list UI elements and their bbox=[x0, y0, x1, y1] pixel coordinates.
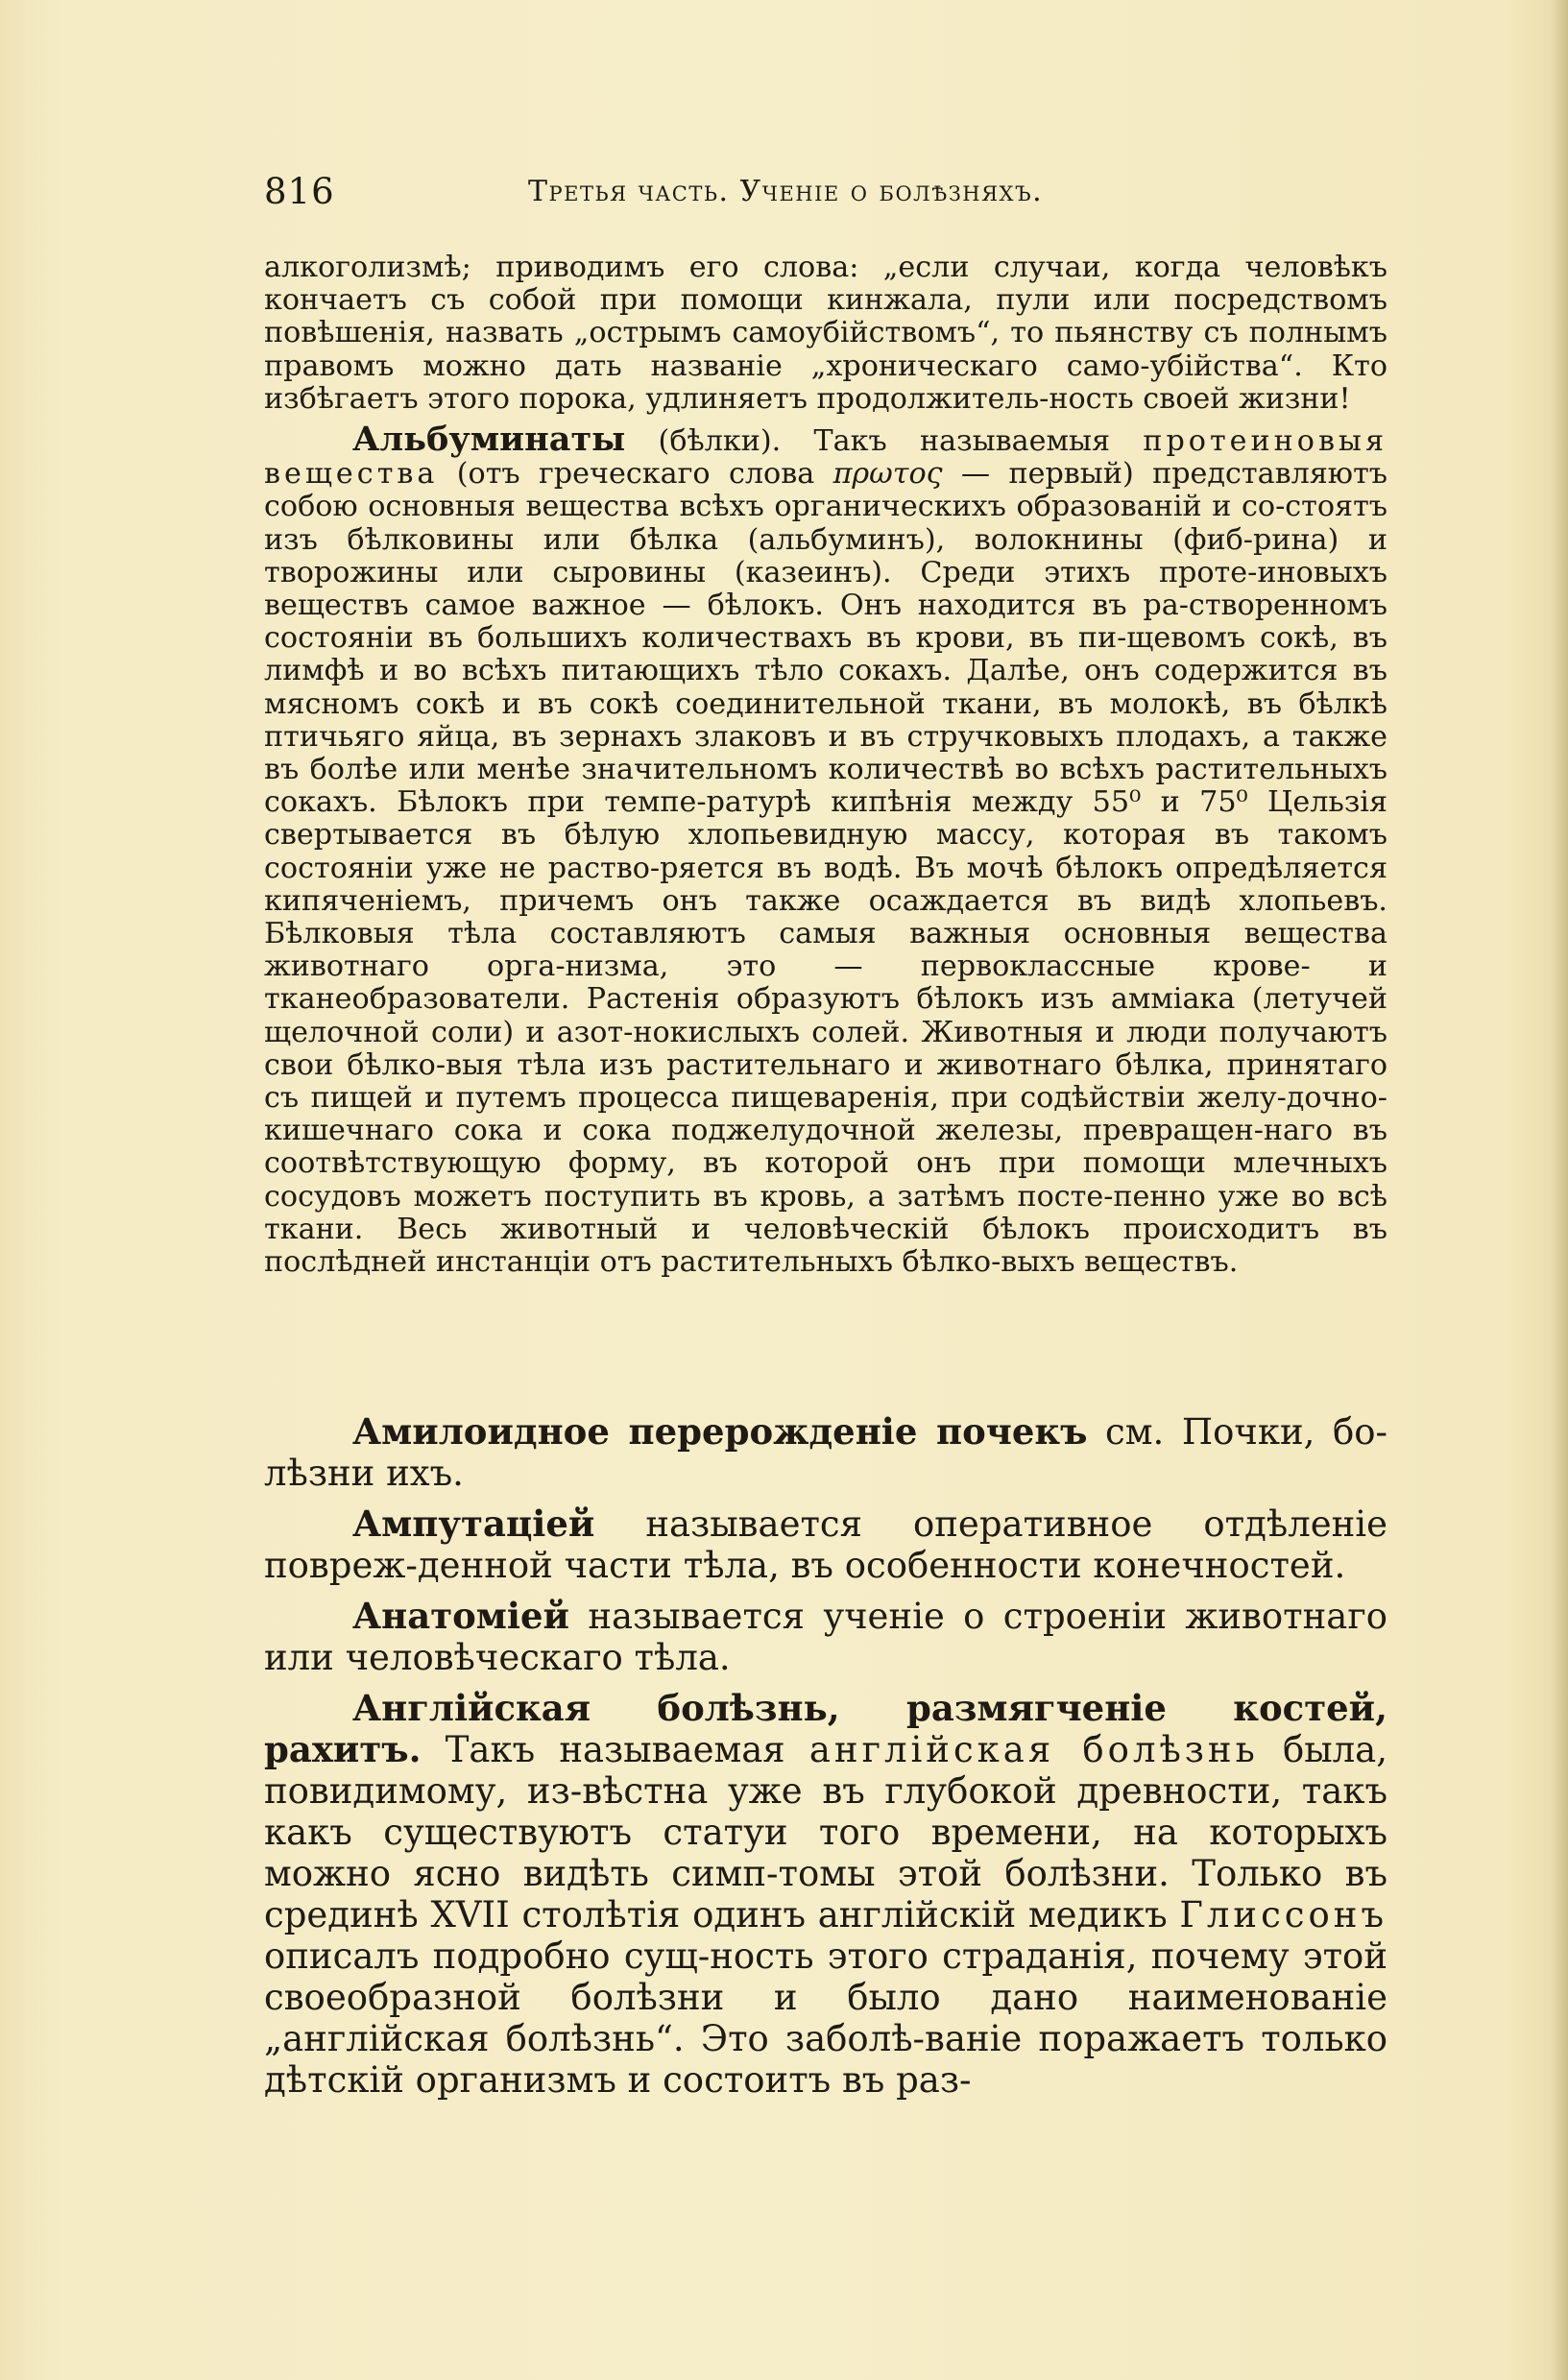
entry-term: Амилоидное перерожденіе почекъ bbox=[352, 1410, 1088, 1453]
entry-rickets bbox=[264, 1688, 1387, 2101]
entry-amputation bbox=[264, 1503, 1387, 1586]
running-title: Третья часть. Ученіе о болѣзняхъ. bbox=[528, 175, 1044, 208]
entry-text: Такъ называемая bbox=[421, 1729, 809, 1770]
running-head bbox=[264, 171, 1387, 219]
entry-text: — первый) представляютъ собою основныя вещества всѣхъ органическихъ образованій и со-стоятъ изъ бѣлковины или бѣлка (альбуминъ), волокнины (фиб-рина) и творожины или сыровины (казеинъ). Среди этихъ проте-иновыхъ веществъ самое важное — бѣлокъ. Онъ находится въ ра-створенномъ состояніи въ большихъ количествахъ въ крови, въ пи-щевомъ сокѣ, въ лимфѣ и во всѣхъ питающихъ тѣло сокахъ. Далѣе, онъ содержится въ мясномъ сокѣ и въ сокѣ соединительной ткани, въ молокѣ, въ бѣлкѣ птичьяго яйца, въ зернахъ злаковъ и въ стручковыхъ плодахъ, а также въ болѣе или менѣе значительномъ количествѣ во всѣхъ растительныхъ сокахъ. Бѣлокъ при темпе-ратурѣ кипѣнія между 55⁰ и 75⁰ Цельзія свертывается въ бѣлую хлопьевидную массу, которая въ такомъ состояніи уже не раство-ряется въ водѣ. Въ мочѣ бѣлокъ опредѣляется кипяченіемъ, причемъ онъ также осаждается въ видѣ хлопьевъ. Бѣлковыя тѣла составляютъ самыя важныя основныя вещества животнаго орга-низма, это — первоклассные крове- и тканеобразователи. Растенія образуютъ бѣлокъ изъ амміака (летучей щелочной соли) и азот-нокислыхъ солей. Животныя и люди получаютъ свои бѣлко-выя тѣла изъ растительнаго и животнаго бѣлка, принятаго съ пищей и путемъ процесса пищеваренія, при содѣйствіи желу-дочно-кишечнаго сока и сока поджелудочной железы, превращен-наго въ соотвѣтствующую форму, въ которой онъ при помощи млечныхъ сосудовъ можетъ поступить въ кровь, а затѣмъ посте-пенно уже во всѣ ткани. Весь животный и человѣческій бѣлокъ происходитъ въ послѣдней инстанціи отъ растительныхъ бѣлко-выхъ веществъ. bbox=[264, 457, 1387, 1280]
entry-text: называется ученіе о строеніи животнаго или человѣческаго тѣла. bbox=[264, 1596, 1387, 1678]
entry-amyloid bbox=[264, 1411, 1387, 1494]
entry-text: (отъ греческаго слова bbox=[438, 457, 833, 492]
entry-term: Англійская болѣзнь, размягченіе костей, рахитъ. bbox=[264, 1687, 1387, 1770]
spaced-emphasis: протеиновыя вещества bbox=[264, 424, 1388, 492]
greek-word: πρωτος bbox=[832, 457, 943, 492]
entry-term: Анатоміей bbox=[352, 1595, 569, 1637]
large-print-block bbox=[264, 1411, 1387, 2101]
continued-paragraph: алкоголизмѣ; приводимъ его слова: „если случаи, когда человѣкъ кончаетъ съ собой при помощи кинжала, пули или посредствомъ повѣшенія, назвать „острымъ самоубійствомъ“, то пьянству съ полнымъ правомъ можно дать названіе „хроническаго само-убійства“. Кто избѣгаетъ этого порока, удлиняетъ продолжитель-ность своей жизни! bbox=[264, 251, 1387, 416]
entry-text: Такъ называемыя bbox=[813, 424, 1144, 459]
entry-text: была, повидимому, из-вѣстна уже въ глубокой древности, такъ какъ существуютъ статуи того времени, на которыхъ можно ясно видѣть симп-томы этой болѣзни. Только въ срединѣ XVII столѣтія одинъ англійскій медикъ bbox=[264, 1729, 1387, 1935]
person-name: Глиссонъ bbox=[1179, 1894, 1387, 1935]
spaced-emphasis: англійская болѣзнь bbox=[808, 1729, 1259, 1770]
page-edge-shadow bbox=[1551, 0, 1568, 2380]
entry-albuminates bbox=[264, 420, 1388, 1280]
entry-text: описалъ подробно сущ-ность этого страданія, почему этой своеобразной болѣзни и было дано наименованіе „англійская болѣзнь“. Это заболѣ-ваніе поражаетъ только дѣтскій организмъ и состоитъ въ раз- bbox=[264, 1935, 1387, 2101]
entry-gloss: (бѣлки). bbox=[625, 424, 814, 459]
entry-term: Ампутаціей bbox=[352, 1503, 595, 1545]
page-number: 816 bbox=[264, 171, 335, 212]
entry-text: называется оперативное отдѣленіе повреж-денной части тѣла, въ особенности конечностей. bbox=[264, 1503, 1387, 1586]
entry-term: Альбуминаты bbox=[352, 420, 626, 460]
entry-anatomy bbox=[264, 1596, 1387, 1678]
entry-text: см. Почки, бо-лѣзни ихъ. bbox=[264, 1411, 1387, 1494]
small-print-block bbox=[264, 252, 1387, 1279]
